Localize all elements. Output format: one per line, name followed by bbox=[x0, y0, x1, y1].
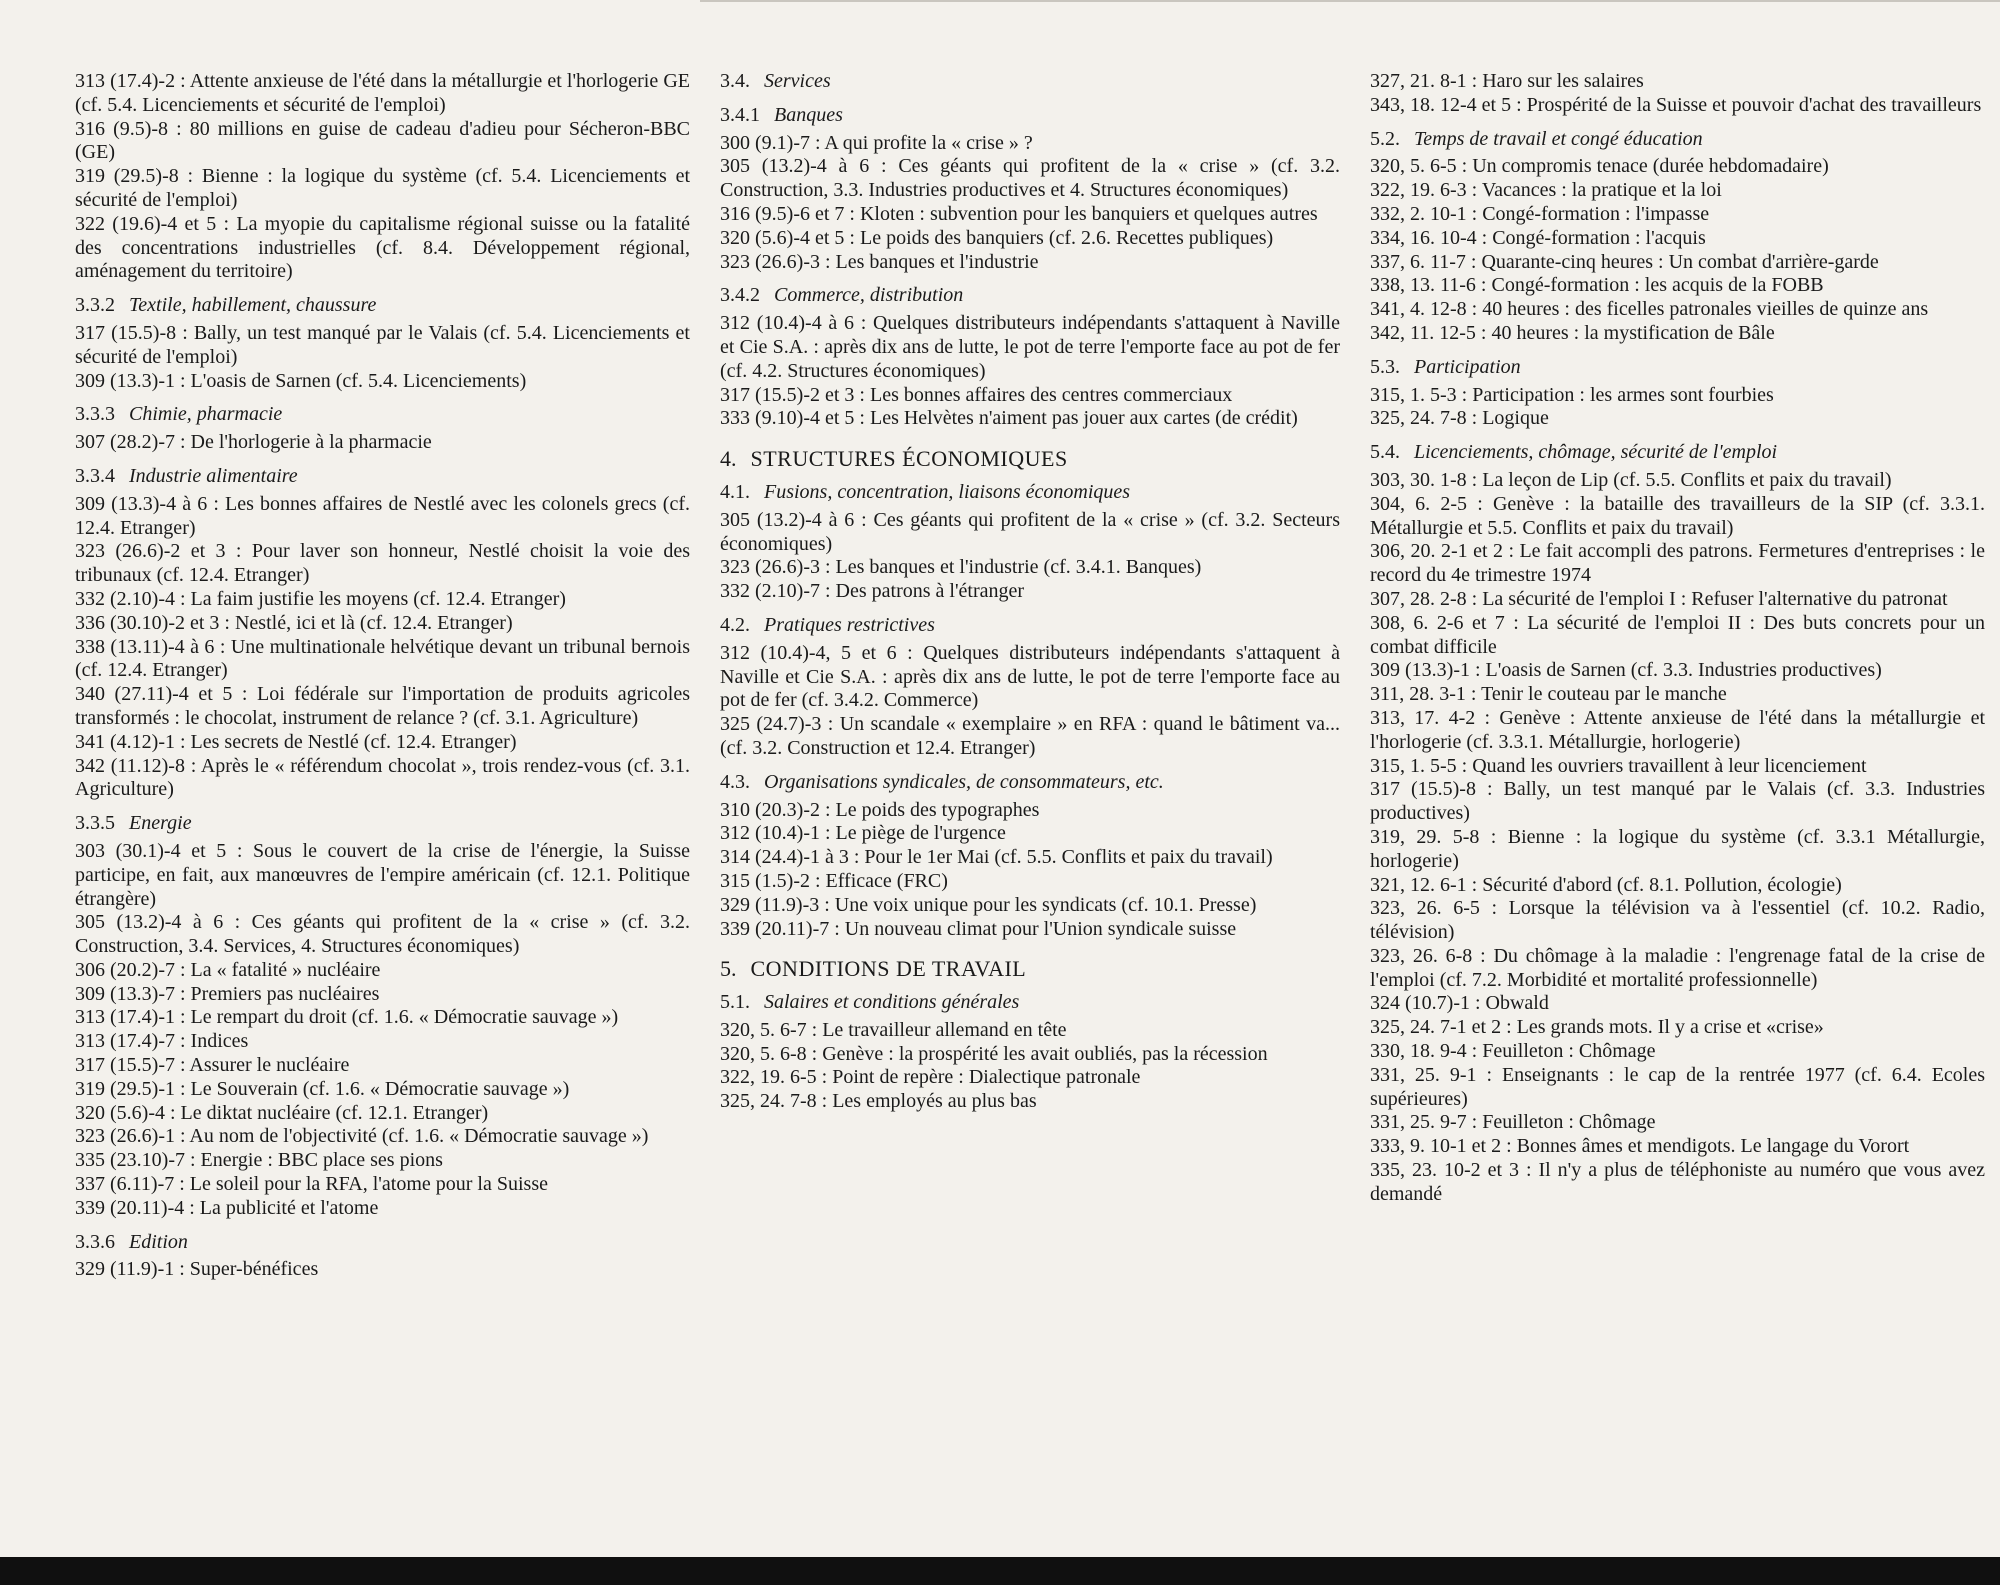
section-heading bbox=[720, 614, 1340, 638]
index-column-3 bbox=[1370, 70, 1985, 1207]
index-entry: 305 (13.2)-4 à 6 : Ces géants qui profitent de la « crise » (cf. 3.2. Secteurs économiques) bbox=[720, 508, 1340, 555]
index-entry: 303 (30.1)-4 et 5 : Sous le couvert de la crise de l'énergie, la Suisse participe, en fait, aux manœuvres de l'empire américain (cf. 12.1. Politique étrangère) bbox=[75, 839, 690, 910]
index-entry: 317 (15.5)-7 : Assurer le nucléaire bbox=[75, 1054, 350, 1077]
index-entry: 330, 18. 9-4 : Feuilleton : Chômage bbox=[1370, 1040, 1656, 1063]
index-entry: 339 (20.11)-4 : La publicité et l'atome bbox=[75, 1196, 379, 1219]
index-entry: 316 (9.5)-6 et 7 : Kloten : subvention pour les banquiers et quelques autres bbox=[720, 202, 1318, 225]
section-number: 4. bbox=[720, 446, 737, 472]
section-number: 5.1. bbox=[720, 991, 750, 1014]
index-entry: 339 (20.11)-7 : Un nouveau climat pour l'Union syndicale suisse bbox=[720, 917, 1237, 940]
index-entry: 320, 5. 6-5 : Un compromis tenace (durée hebdomadaire) bbox=[1370, 155, 1829, 178]
section-number: 4.2. bbox=[720, 613, 750, 636]
index-entry: 323 (26.6)-1 : Au nom de l'objectivité (cf. 1.6. « Démocratie sauvage ») bbox=[75, 1125, 649, 1148]
index-entry: 323, 26. 6-8 : Du chômage à la maladie : l'engrenage fatal de la crise de l'emploi (cf. 7.2. Morbidité et mortalité professionnelle) bbox=[1370, 944, 1985, 991]
index-entry: 323, 26. 6-5 : Lorsque la télévision va à l'essentiel (cf. 10.2. Radio, télévision) bbox=[1370, 897, 1985, 944]
section-heading bbox=[720, 991, 1340, 1015]
index-entry: 312 (10.4)-4, 5 et 6 : Quelques distributeurs indépendants s'attaquent à Naville et Cie S.A. : après dix ans de lutte, le pot de terre l'emporte face au pot de fer (cf. 3.4.2. Commerce) bbox=[720, 641, 1340, 712]
chapter-heading bbox=[720, 447, 1340, 471]
section-number: 5.4. bbox=[1370, 441, 1400, 464]
index-entry: 331, 25. 9-7 : Feuilleton : Chômage bbox=[1370, 1111, 1656, 1134]
section-title: Temps de travail et congé éducation bbox=[1414, 127, 1703, 150]
section-number: 4.3. bbox=[720, 770, 750, 793]
index-entry: 313 (17.4)-7 : Indices bbox=[75, 1030, 249, 1053]
top-edge-line bbox=[700, 0, 2000, 2]
index-entry: 305 (13.2)-4 à 6 : Ces géants qui profitent de la « crise » (cf. 3.2. Construction, 3.4. Services, 4. Structures économiques) bbox=[75, 911, 690, 958]
index-entry: 337, 6. 11-7 : Quarante-cinq heures : Un combat d'arrière-garde bbox=[1370, 250, 1879, 273]
index-entry: 312 (10.4)-4 à 6 : Quelques distributeurs indépendants s'attaquent à Naville et Cie S.A. : après dix ans de lutte, le pot de terre l'emporte face au pot de fer (cf. 4.2. Structures économiques) bbox=[720, 312, 1340, 382]
index-entry: 333, 9. 10-1 et 2 : Bonnes âmes et mendigots. Le langage du Vorort bbox=[1370, 1135, 1910, 1158]
index-entry: 334, 16. 10-4 : Congé-formation : l'acquis bbox=[1370, 226, 1706, 249]
section-title: Licenciements, chômage, sécurité de l'emploi bbox=[1414, 441, 1778, 464]
index-entry: 312 (10.4)-1 : Le piège de l'urgence bbox=[720, 822, 1006, 845]
index-entry: 340 (27.11)-4 et 5 : Loi fédérale sur l'importation de produits agricoles transformés : le chocolat, instrument de relance ? (cf. 3.1. Agriculture) bbox=[75, 683, 690, 729]
index-entry: 300 (9.1)-7 : A qui profite la « crise » ? bbox=[720, 131, 1033, 154]
scan-bottom-border bbox=[0, 1557, 2000, 1585]
section-number: 3.4.2 bbox=[720, 284, 760, 307]
section-heading bbox=[75, 403, 690, 427]
section-heading bbox=[720, 481, 1340, 505]
section-number: 5. bbox=[720, 956, 737, 982]
section-number: 3.3.6 bbox=[75, 1230, 115, 1253]
index-entry: 313 (17.4)-1 : Le rempart du droit (cf. 1.6. « Démocratie sauvage ») bbox=[75, 1006, 619, 1029]
index-entry: 321, 12. 6-1 : Sécurité d'abord (cf. 8.1. Pollution, écologie) bbox=[1370, 873, 1842, 896]
index-entry: 315, 1. 5-3 : Participation : les armes sont fourbies bbox=[1370, 383, 1774, 406]
section-title: Commerce, distribution bbox=[774, 284, 964, 307]
index-entry: 319 (29.5)-8 : Bienne : la logique du système (cf. 5.4. Licenciements et sécurité de l'emploi) bbox=[75, 165, 690, 211]
index-entry: 316 (9.5)-8 : 80 millions en guise de cadeau d'adieu pour Sécheron-BBC (GE) bbox=[75, 117, 690, 164]
index-entry: 306 (20.2)-7 : La « fatalité » nucléaire bbox=[75, 958, 381, 981]
section-number: 5.3. bbox=[1370, 355, 1400, 378]
section-heading bbox=[720, 104, 1340, 128]
index-column-1 bbox=[75, 70, 690, 1282]
index-entry: 325 (24.7)-3 : Un scandale « exemplaire » en RFA : quand le bâtiment va... (cf. 3.2. Construction et 12.4. Etranger) bbox=[720, 713, 1340, 759]
section-heading bbox=[75, 812, 690, 836]
index-entry: 303, 30. 1-8 : La leçon de Lip (cf. 5.5. Conflits et paix du travail) bbox=[1370, 468, 1892, 491]
index-entry: 313 (17.4)-2 : Attente anxieuse de l'été dans la métallurgie et l'horlogerie GE (cf. 5.4. Licenciements et sécurité de l'emploi) bbox=[75, 70, 690, 116]
index-entry: 338, 13. 11-6 : Congé-formation : les acquis de la FOBB bbox=[1370, 274, 1824, 297]
section-title: Organisations syndicales, de consommateurs, etc. bbox=[764, 770, 1164, 793]
index-entry: 314 (24.4)-1 à 3 : Pour le 1er Mai (cf. 5.5. Conflits et paix du travail) bbox=[720, 846, 1273, 869]
index-entry: 313, 17. 4-2 : Genève : Attente anxieuse de l'été dans la métallurgie et l'horlogerie (cf. 3.3.1. Métallurgie, horlogerie) bbox=[1370, 706, 1985, 753]
index-entry: 332, 2. 10-1 : Congé-formation : l'impasse bbox=[1370, 202, 1710, 225]
section-number: 3.3.4 bbox=[75, 464, 115, 487]
section-heading bbox=[720, 70, 1340, 94]
section-title: Fusions, concentration, liaisons économiques bbox=[764, 480, 1131, 503]
index-entry: 338 (13.11)-4 à 6 : Une multinationale helvétique devant un tribunal bernois (cf. 12.4. Etranger) bbox=[75, 635, 690, 682]
index-entry: 311, 28. 3-1 : Tenir le couteau par le manche bbox=[1370, 683, 1727, 706]
index-entry: 323 (26.6)-2 et 3 : Pour laver son honneur, Nestlé choisit la voie des tribunaux (cf. 12.4. Etranger) bbox=[75, 540, 690, 587]
index-entry: 320 (5.6)-4 : Le diktat nucléaire (cf. 12.1. Etranger) bbox=[75, 1101, 489, 1124]
section-title: Textile, habillement, chaussure bbox=[129, 294, 377, 317]
index-entry: 322, 19. 6-3 : Vacances : la pratique et la loi bbox=[1370, 179, 1722, 202]
index-entry: 317 (15.5)-8 : Bally, un test manqué par le Valais (cf. 3.3. Industries productives) bbox=[1370, 778, 1985, 825]
section-number: 4.1. bbox=[720, 480, 750, 503]
index-entry: 320, 5. 6-7 : Le travailleur allemand en tête bbox=[720, 1018, 1067, 1041]
section-title: STRUCTURES ÉCONOMIQUES bbox=[750, 446, 1068, 472]
index-entry: 317 (15.5)-2 et 3 : Les bonnes affaires des centres commerciaux bbox=[720, 383, 1233, 406]
section-title: Pratiques restrictives bbox=[764, 613, 935, 636]
index-entry: 319 (29.5)-1 : Le Souverain (cf. 1.6. « Démocratie sauvage ») bbox=[75, 1077, 570, 1100]
index-entry: 325, 24. 7-8 : Logique bbox=[1370, 407, 1549, 430]
index-column-2 bbox=[720, 70, 1340, 1114]
index-entry: 309 (13.3)-1 : L'oasis de Sarnen (cf. 3.3. Industries productives) bbox=[1370, 659, 1882, 682]
index-entry: 309 (13.3)-7 : Premiers pas nucléaires bbox=[75, 982, 380, 1005]
index-entry: 333 (9.10)-4 et 5 : Les Helvètes n'aiment pas jouer aux cartes (de crédit) bbox=[720, 407, 1298, 430]
index-entry: 323 (26.6)-3 : Les banques et l'industrie bbox=[720, 250, 1039, 273]
index-entry: 332 (2.10)-4 : La faim justifie les moyens (cf. 12.4. Etranger) bbox=[75, 587, 566, 610]
section-title: Chimie, pharmacie bbox=[129, 403, 283, 426]
section-number: 3.3.5 bbox=[75, 812, 115, 835]
section-heading bbox=[75, 1231, 690, 1255]
index-entry: 325, 24. 7-8 : Les employés au plus bas bbox=[720, 1090, 1037, 1113]
index-entry: 335, 23. 10-2 et 3 : Il n'y a plus de téléphoniste au numéro que vous avez demandé bbox=[1370, 1159, 1985, 1205]
section-title: Salaires et conditions générales bbox=[764, 991, 1020, 1014]
index-entry: 322 (19.6)-4 et 5 : La myopie du capitalisme régional suisse ou la fatalité des concentrations industrielles (cf. 8.4. Développement régional, aménagement du territoire) bbox=[75, 212, 690, 283]
section-title: CONDITIONS DE TRAVAIL bbox=[750, 956, 1027, 982]
section-title: Edition bbox=[129, 1230, 188, 1253]
index-entry: 329 (11.9)-3 : Une voix unique pour les syndicats (cf. 10.1. Presse) bbox=[720, 893, 1257, 916]
index-entry: 342, 11. 12-5 : 40 heures : la mystification de Bâle bbox=[1370, 321, 1775, 344]
index-entry: 324 (10.7)-1 : Obwald bbox=[1370, 992, 1549, 1015]
index-entry: 336 (30.10)-2 et 3 : Nestlé, ici et là (cf. 12.4. Etranger) bbox=[75, 611, 513, 634]
section-title: Participation bbox=[1414, 355, 1521, 378]
index-entry: 329 (11.9)-1 : Super-bénéfices bbox=[75, 1258, 319, 1281]
index-entry: 308, 6. 2-6 et 7 : La sécurité de l'emploi II : Des buts concrets pour un combat difficile bbox=[1370, 611, 1985, 658]
index-entry: 315, 1. 5-5 : Quand les ouvriers travaillent à leur licenciement bbox=[1370, 754, 1867, 777]
index-entry: 306, 20. 2-1 et 2 : Le fait accompli des patrons. Fermetures d'entreprises : le record du 4e trimestre 1974 bbox=[1370, 540, 1985, 587]
section-heading bbox=[75, 465, 690, 489]
index-entry: 320 (5.6)-4 et 5 : Le poids des banquiers (cf. 2.6. Recettes publiques) bbox=[720, 226, 1274, 249]
index-entry: 323 (26.6)-3 : Les banques et l'industrie (cf. 3.4.1. Banques) bbox=[720, 556, 1202, 579]
section-number: 3.3.3 bbox=[75, 403, 115, 426]
section-heading bbox=[1370, 356, 1985, 380]
section-heading bbox=[720, 771, 1340, 795]
index-entry: 343, 18. 12-4 et 5 : Prospérité de la Suisse et pouvoir d'achat des travailleurs bbox=[1370, 93, 1982, 116]
section-number: 3.3.2 bbox=[75, 294, 115, 317]
section-title: Energie bbox=[129, 812, 192, 835]
index-entry: 320, 5. 6-8 : Genève : la prospérité les avait oubliés, pas la récession bbox=[720, 1042, 1268, 1065]
index-entry: 332 (2.10)-7 : Des patrons à l'étranger bbox=[720, 580, 1025, 603]
section-number: 5.2. bbox=[1370, 127, 1400, 150]
index-entry: 341, 4. 12-8 : 40 heures : des ficelles patronales vieilles de quinze ans bbox=[1370, 298, 1929, 321]
index-entry: 327, 21. 8-1 : Haro sur les salaires bbox=[1370, 70, 1644, 92]
index-entry: 305 (13.2)-4 à 6 : Ces géants qui profitent de la « crise » (cf. 3.2. Construction, 3.3. Industries productives et 4. Structures économiques) bbox=[720, 155, 1340, 202]
index-entry: 317 (15.5)-8 : Bally, un test manqué par le Valais (cf. 5.4. Licenciements et sécurité de l'emploi) bbox=[75, 321, 690, 368]
index-entry: 319, 29. 5-8 : Bienne : la logique du système (cf. 3.3.1 Métallurgie, horlogerie) bbox=[1370, 825, 1985, 872]
section-heading bbox=[720, 284, 1340, 308]
section-title: Industrie alimentaire bbox=[129, 464, 298, 487]
index-entry: 309 (13.3)-1 : L'oasis de Sarnen (cf. 5.4. Licenciements) bbox=[75, 369, 527, 392]
section-title: Banques bbox=[774, 103, 843, 126]
index-entry: 315 (1.5)-2 : Efficace (FRC) bbox=[720, 869, 948, 892]
index-entry: 335 (23.10)-7 : Energie : BBC place ses pions bbox=[75, 1149, 443, 1172]
index-entry: 341 (4.12)-1 : Les secrets de Nestlé (cf. 12.4. Etranger) bbox=[75, 730, 517, 753]
index-entry: 309 (13.3)-4 à 6 : Les bonnes affaires de Nestlé avec les colonels grecs (cf. 12.4. Etranger) bbox=[75, 492, 690, 539]
index-entry: 325, 24. 7-1 et 2 : Les grands mots. Il y a crise et «crise» bbox=[1370, 1016, 1824, 1039]
section-number: 3.4.1 bbox=[720, 103, 760, 126]
section-title: Services bbox=[764, 70, 831, 92]
index-entry: 307, 28. 2-8 : La sécurité de l'emploi I : Refuser l'alternative du patronat bbox=[1370, 587, 1948, 610]
index-entry: 304, 6. 2-5 : Genève : la bataille des travailleurs de la SIP (cf. 3.3.1. Métallurgie et 5.5. Conflits et paix du travail) bbox=[1370, 492, 1985, 539]
index-entry: 331, 25. 9-1 : Enseignants : le cap de la rentrée 1977 (cf. 6.4. Ecoles supérieures) bbox=[1370, 1063, 1985, 1110]
section-heading bbox=[1370, 441, 1985, 465]
index-entry: 342 (11.12)-8 : Après le « référendum chocolat », trois rendez-vous (cf. 3.1. Agriculture) bbox=[75, 754, 690, 801]
section-heading bbox=[1370, 128, 1985, 152]
chapter-heading bbox=[720, 957, 1340, 981]
index-entry: 307 (28.2)-7 : De l'horlogerie à la pharmacie bbox=[75, 431, 432, 454]
section-heading bbox=[75, 294, 690, 318]
index-entry: 337 (6.11)-7 : Le soleil pour la RFA, l'atome pour la Suisse bbox=[75, 1173, 548, 1196]
index-entry: 310 (20.3)-2 : Le poids des typographes bbox=[720, 798, 1040, 821]
section-number: 3.4. bbox=[720, 70, 750, 92]
index-entry: 322, 19. 6-5 : Point de repère : Dialectique patronale bbox=[720, 1066, 1141, 1089]
